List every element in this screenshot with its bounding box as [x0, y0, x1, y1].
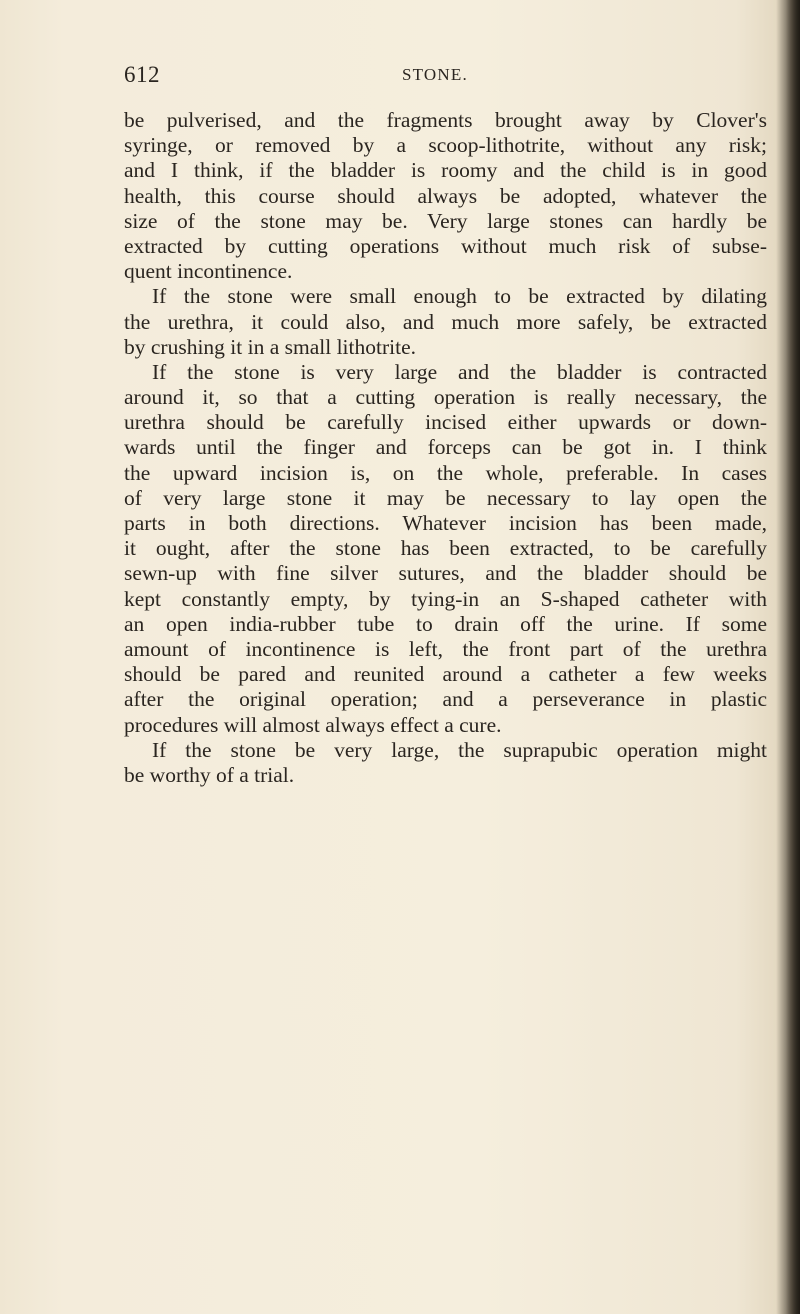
text-line: an open india-rubber tube to drain off the urine. If some — [124, 611, 767, 636]
text-line: wards until the finger and forceps can be got in. I think — [124, 435, 767, 460]
text-line: kept constantly empty, by tying-in an S-shaped catheter with — [124, 586, 767, 611]
text-line: If the stone is very large and the bladder is contracted — [152, 359, 767, 384]
text-line: the upward incision is, on the whole, preferable. In cases — [124, 460, 767, 485]
text-line: be pulverised, and the fragments brought away by Clover's — [124, 108, 767, 132]
text-line: If the stone be very large, the suprapubic operation might — [152, 737, 767, 762]
text-line: the urethra, it could also, and much more safely, be extracted — [124, 309, 767, 334]
text-line: quent incontinence. — [124, 259, 293, 284]
text-line: it ought, after the stone has been extracted, to be carefully — [124, 536, 767, 561]
text-line: syringe, or removed by a scoop-lithotrite, without any risk; — [124, 133, 767, 158]
running-title: STONE. — [402, 65, 468, 84]
paragraph — [124, 108, 767, 284]
text-line: size of the stone may be. Very large stones can hardly be — [124, 208, 767, 233]
text-line: by crushing it in a small lithotrite. — [124, 334, 417, 359]
body-text — [124, 108, 767, 788]
paragraph — [124, 284, 767, 360]
text-line: after the original operation; and a perseverance in plastic — [124, 687, 767, 712]
text-line: procedures will almost always effect a cure. — [124, 712, 502, 737]
text-line: amount of incontinence is left, the front part of the urethra — [124, 636, 767, 661]
text-line: If the stone were small enough to be extracted by dilating — [152, 284, 767, 309]
paragraph — [124, 738, 767, 788]
text-line: around it, so that a cutting operation is really necessary, the — [124, 385, 767, 410]
text-line: health, this course should always be adopted, whatever the — [124, 183, 767, 208]
page-edge-shadow — [786, 0, 800, 1314]
text-line: parts in both directions. Whatever incision has been made, — [124, 511, 767, 535]
page-number: 612 — [124, 62, 160, 87]
page-header — [124, 62, 764, 90]
text-line: should be pared and reunited around a catheter a few weeks — [124, 662, 767, 687]
paragraph — [124, 360, 767, 738]
text-line: be worthy of a trial. — [124, 762, 295, 787]
text-line: and I think, if the bladder is roomy and the child is in good — [124, 158, 767, 183]
text-line: extracted by cutting operations without much risk of subse- — [124, 233, 767, 258]
text-line: sewn-up with fine silver sutures, and the bladder should be — [124, 561, 767, 586]
text-line: urethra should be carefully incised either upwards or down- — [124, 410, 767, 435]
text-line: of very large stone it may be necessary to lay open the — [124, 485, 767, 510]
